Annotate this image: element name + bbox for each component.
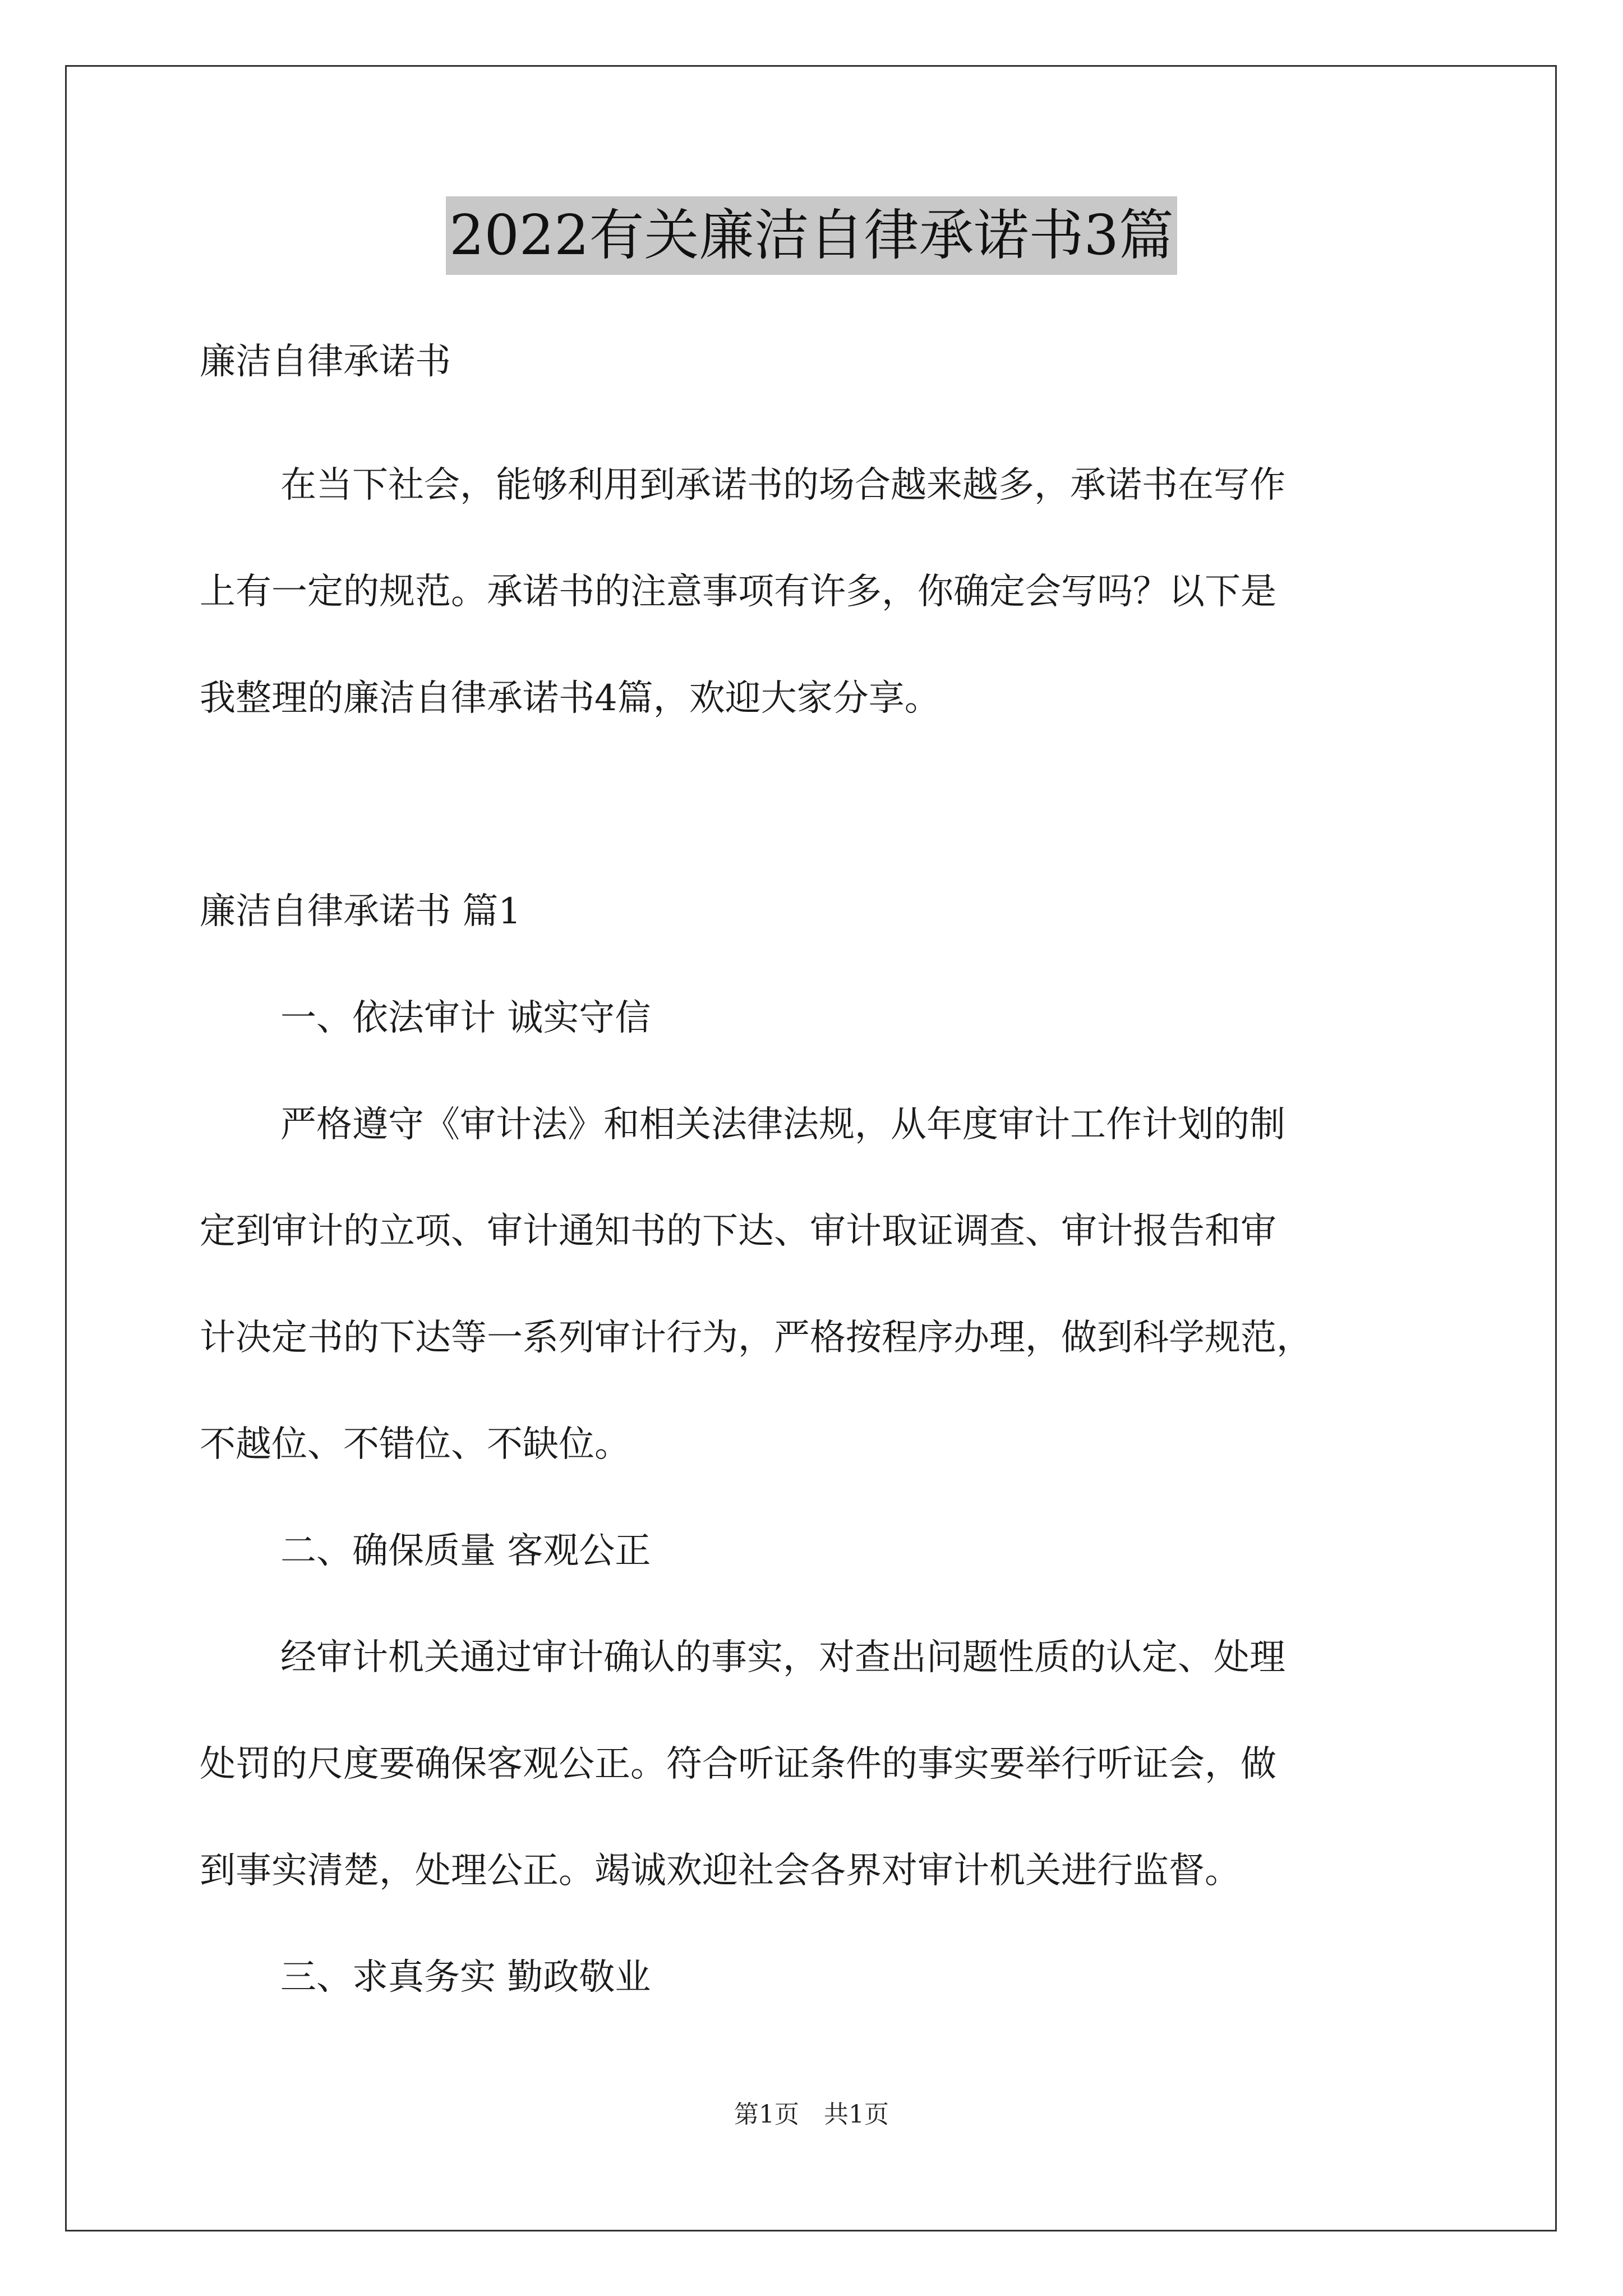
subheading-1: 一、依法审计 诚实守信 [280, 997, 651, 1039]
page-number: 第1页 共1页 [734, 2100, 889, 2129]
paragraph-line: 严格遵守《审计法》和相关法律法规，从年度审计工作计划的制 [280, 1104, 1285, 1145]
intro-paragraph-line: 在当下社会，能够利用到承诺书的场合越来越多，承诺书在写作 [280, 464, 1285, 506]
paragraph-line: 处罚的尺度要确保客观公正。符合听证条件的事实要举行听证会，做 [200, 1743, 1276, 1785]
intro-paragraph-line: 我整理的廉洁自律承诺书4篇，欢迎大家分享。 [200, 678, 940, 719]
paragraph-line: 定到审计的立项、审计通知书的下达、审计取证调查、审计报告和审 [200, 1211, 1276, 1252]
section-heading: 廉洁自律承诺书 [200, 341, 451, 383]
paragraph-line: 不越位、不错位、不缺位。 [200, 1424, 630, 1465]
document-title: 2022有关廉洁自律承诺书3篇 [446, 196, 1177, 275]
title-container [0, 196, 1623, 275]
subheading-3: 三、求真务实 勤政敬业 [280, 1957, 651, 1998]
paragraph-line: 经审计机关通过审计确认的事实，对查出问题性质的认定、处理 [280, 1637, 1285, 1678]
paragraph-line: 到事实清楚，处理公正。竭诚欢迎社会各界对审计机关进行监督。 [200, 1850, 1241, 1892]
article-heading: 廉洁自律承诺书 篇1 [200, 891, 522, 932]
subheading-2: 二、确保质量 客观公正 [280, 1530, 651, 1572]
paragraph-line: 计决定书的下达等一系列审计行为，严格按程序办理，做到科学规范， [200, 1317, 1312, 1359]
intro-paragraph-line: 上有一定的规范。承诺书的注意事项有许多，你确定会写吗？以下是 [200, 571, 1276, 613]
